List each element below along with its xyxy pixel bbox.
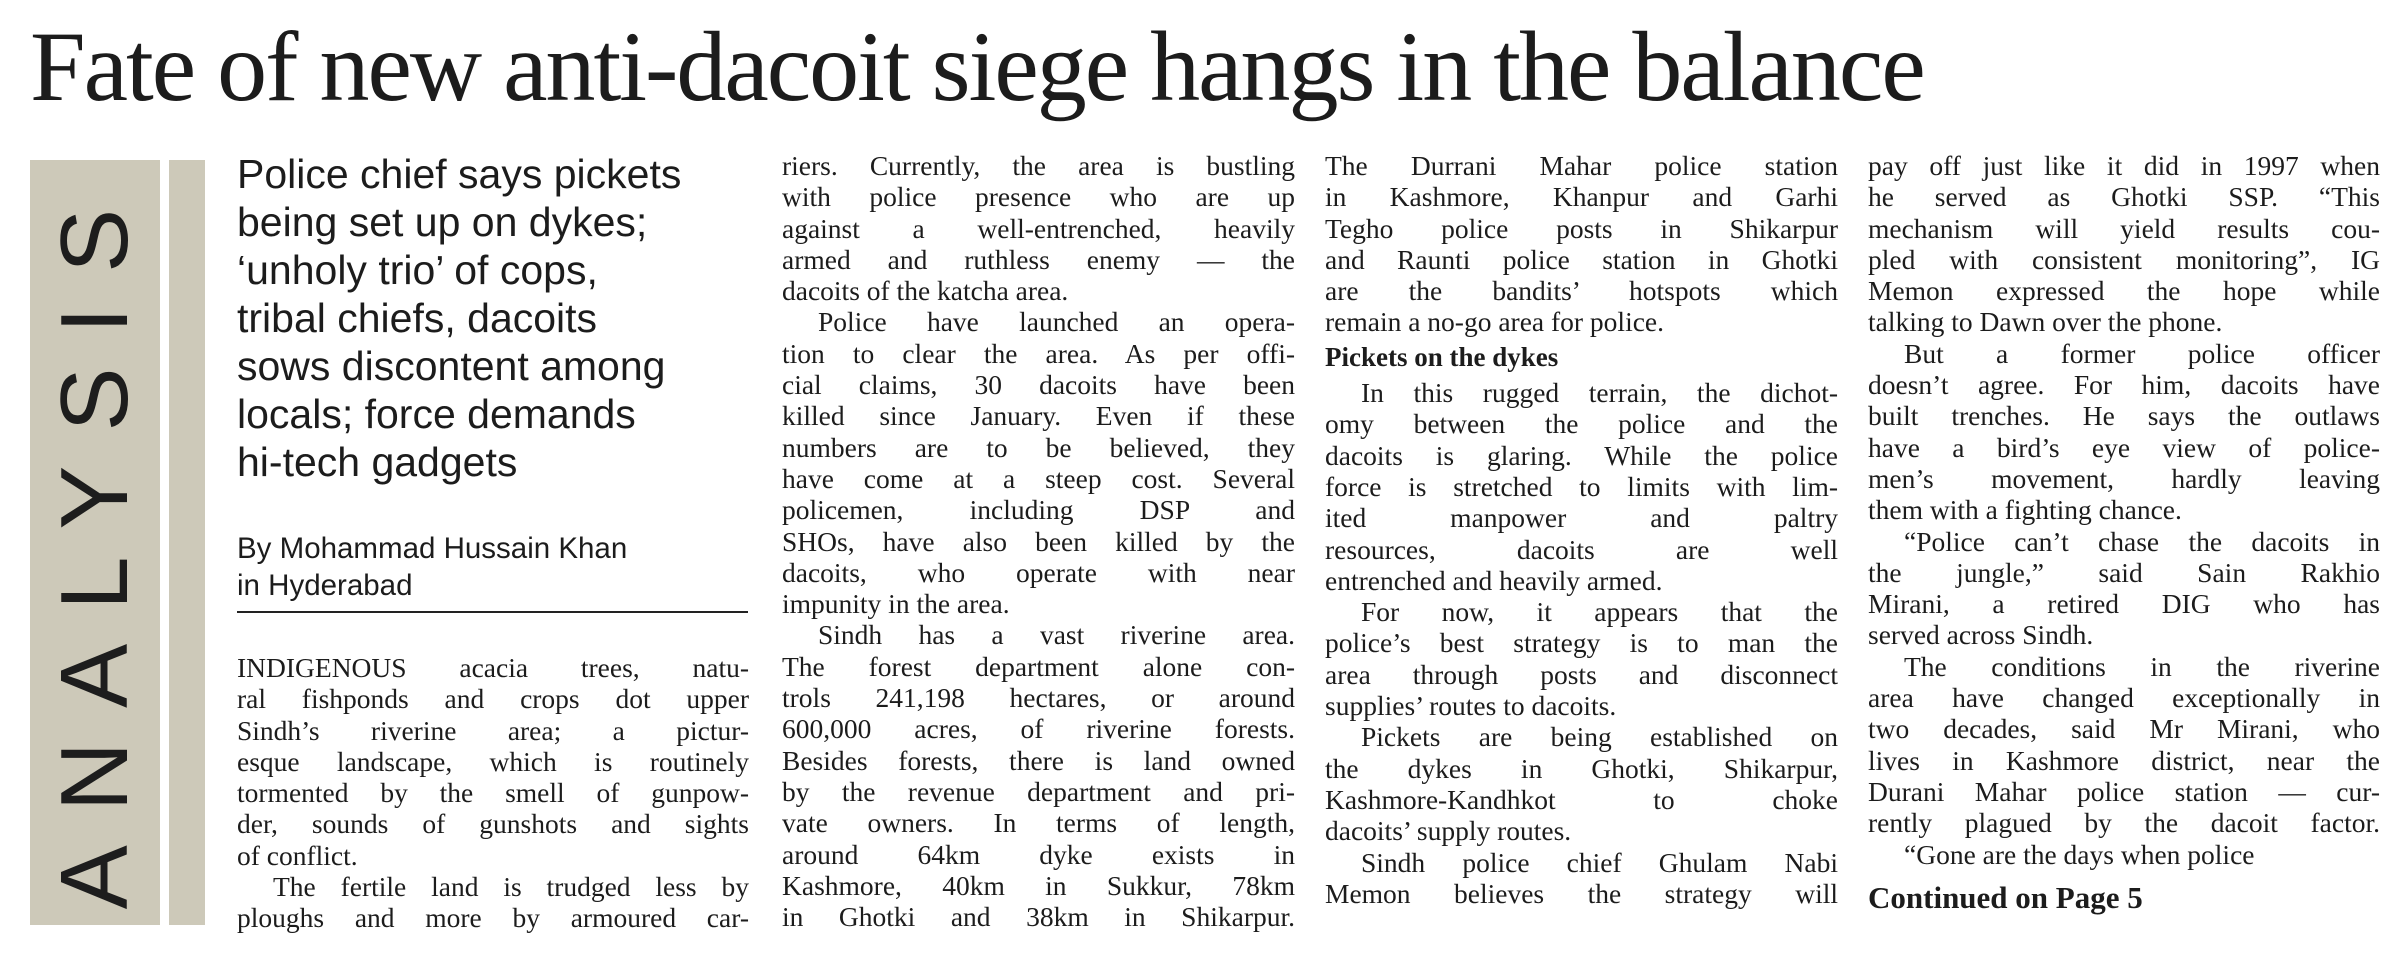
- text-line: The forest department alone con-: [782, 650, 1295, 682]
- text-line: supplies’ routes to dacoits.: [1325, 690, 1617, 722]
- deck: [237, 150, 757, 486]
- text-line: ral fishponds and crops dot upper: [237, 683, 749, 715]
- byline-location: in Hyderabad: [237, 569, 413, 602]
- text-line: by the revenue department and pri-: [782, 775, 1295, 807]
- text-line: killed since January. Even if these: [782, 400, 1295, 432]
- article-column-1: [237, 652, 749, 934]
- text-line: tion to clear the area. As per offi-: [782, 337, 1295, 369]
- article-column-4: [1868, 150, 2380, 913]
- text-line: have come at a steep cost. Several: [782, 462, 1295, 494]
- text-line: are the bandits’ hotspots which: [1325, 275, 1838, 307]
- text-line: der, sounds of gunshots and sights: [237, 808, 749, 840]
- byline-author: By Mohammad Hussain Khan: [237, 532, 628, 565]
- text-line: served across Sindh.: [1868, 619, 2094, 651]
- section-label: ANALYSIS: [41, 174, 148, 910]
- text-line: riers. Currently, the area is bustling: [782, 150, 1295, 181]
- text-line: entrenched and heavily armed.: [1325, 564, 1663, 596]
- text-line: doesn’t agree. For him, dacoits have: [1868, 369, 2380, 401]
- text-line: INDIGENOUS acacia trees, natu-: [237, 652, 749, 683]
- text-line: remain a no-go area for police.: [1325, 306, 1664, 338]
- text-line: Memon expressed the hope while: [1868, 275, 2380, 307]
- text-line: Sindh police chief Ghulam Nabi: [1361, 846, 1838, 878]
- text-line: rently plagued by the dacoit factor.: [1868, 807, 2380, 839]
- text-line: Memon believes the strategy will: [1325, 877, 1838, 909]
- text-line: Pickets are being established on: [1361, 721, 1838, 753]
- text-line: two decades, said Mr Mirani, who: [1868, 713, 2380, 745]
- text-line: The Durrani Mahar police station: [1325, 150, 1838, 181]
- text-line: SHOs, have also been killed by the: [782, 525, 1295, 557]
- text-line: vate owners. In terms of length,: [782, 807, 1295, 839]
- text-line: of conflict.: [237, 839, 358, 871]
- text-line: dacoits, who operate with near: [782, 556, 1295, 588]
- text-line: pled with consistent monitoring”, IG: [1868, 243, 2380, 275]
- text-line: men’s movement, hardly leaving: [1868, 462, 2380, 494]
- article-column-3: [1325, 150, 1838, 909]
- text-line: Tegho police posts in Shikarpur: [1325, 212, 1838, 244]
- text-line: around 64km dyke exists in: [782, 838, 1295, 870]
- text-line: policemen, including DSP and: [782, 494, 1295, 526]
- text-line: esque landscape, which is routinely: [237, 745, 749, 777]
- deck-line: sows discontent among: [237, 343, 666, 389]
- text-line: “Police can’t chase the dacoits in: [1904, 525, 2380, 557]
- article-column-2: [782, 150, 1295, 932]
- text-line: pay off just like it did in 1997 when: [1868, 150, 2380, 181]
- text-line: But a former police officer: [1904, 337, 2380, 369]
- text-line: In this rugged terrain, the dichot-: [1361, 377, 1838, 409]
- deck-line: being set up on dykes;: [237, 199, 648, 245]
- text-line: the jungle,” said Sain Rakhio: [1868, 556, 2380, 588]
- deck-line: hi-tech gadgets: [237, 439, 518, 485]
- text-line: Mirani, a retired DIG who has: [1868, 588, 2380, 620]
- byline: [237, 530, 757, 604]
- text-line: cial claims, 30 dacoits have been: [782, 369, 1295, 401]
- text-line: omy between the police and the: [1325, 408, 1838, 440]
- text-line: them with a fighting chance.: [1868, 494, 2182, 526]
- text-line: lives in Kashmore district, near the: [1868, 744, 2380, 776]
- text-line: For now, it appears that the: [1361, 596, 1838, 628]
- text-line: Sindh’s riverine area; a pictur-: [237, 714, 749, 746]
- deck-line: ‘unholy trio’ of cops,: [237, 247, 598, 293]
- text-line: “Gone are the days when police: [1904, 838, 2255, 870]
- text-line: resources, dacoits are well: [1325, 533, 1838, 565]
- text-line: with police presence who are up: [782, 181, 1295, 213]
- deck-line: locals; force demands: [237, 391, 636, 437]
- text-line: The conditions in the riverine: [1904, 650, 2380, 682]
- text-line: force is stretched to limits with lim-: [1325, 470, 1838, 502]
- deck-line: tribal chiefs, dacoits: [237, 295, 598, 341]
- text-line: area have changed exceptionally in: [1868, 682, 2380, 714]
- text-line: armed and ruthless enemy — the: [782, 243, 1295, 275]
- text-line: dacoits of the katcha area.: [782, 275, 1069, 307]
- text-line: ited manpower and paltry: [1325, 502, 1838, 534]
- section-rail-stripe: [169, 160, 205, 925]
- text-line: against a well-entrenched, heavily: [782, 212, 1295, 244]
- text-line: in Ghotki and 38km in Shikarpur.: [782, 901, 1295, 933]
- text-line: and Raunti police station in Ghotki: [1325, 243, 1838, 275]
- text-line: Police have launched an opera-: [818, 306, 1295, 338]
- headline: Fate of new anti-dacoit siege hangs in the balance: [30, 11, 1924, 122]
- text-line: ploughs and more by armoured car-: [237, 902, 749, 934]
- text-line: he served as Ghotki SSP. “This: [1868, 181, 2380, 213]
- deck-line: Police chief says pickets: [237, 151, 682, 197]
- text-line: Kashmore, 40km in Sukkur, 78km: [782, 869, 1295, 901]
- text-line: Kashmore-Kandhkot to choke: [1325, 783, 1838, 815]
- text-line: impunity in the area.: [782, 588, 1010, 620]
- text-line: 600,000 acres, of riverine forests.: [782, 713, 1295, 745]
- text-line: built trenches. He says the outlaws: [1868, 400, 2380, 432]
- text-line: area through posts and disconnect: [1325, 658, 1838, 690]
- text-line: talking to Dawn over the phone.: [1868, 306, 2223, 338]
- text-line: police’s best strategy is to man the: [1325, 627, 1838, 659]
- byline-rule: [237, 611, 748, 613]
- subheading: Pickets on the dykes: [1325, 341, 1559, 372]
- text-line: in Kashmore, Khanpur and Garhi: [1325, 181, 1838, 213]
- text-line: The fertile land is trudged less by: [273, 871, 749, 903]
- text-line: trols 241,198 hectares, or around: [782, 682, 1295, 714]
- text-line: dacoits’ supply routes.: [1325, 815, 1572, 847]
- continued-notice: Continued on Page 5: [1868, 879, 2143, 915]
- text-line: dacoits is glaring. While the police: [1325, 439, 1838, 471]
- text-line: numbers are to be believed, they: [782, 431, 1295, 463]
- text-line: have a bird’s eye view of police-: [1868, 431, 2380, 463]
- text-line: tormented by the smell of gunpow-: [237, 777, 749, 809]
- text-line: mechanism will yield results cou-: [1868, 212, 2380, 244]
- text-line: Besides forests, there is land owned: [782, 744, 1295, 776]
- text-line: Sindh has a vast riverine area.: [818, 619, 1295, 651]
- text-line: Durani Mahar police station — cur-: [1868, 775, 2380, 807]
- text-line: the dykes in Ghotki, Shikarpur,: [1325, 752, 1838, 784]
